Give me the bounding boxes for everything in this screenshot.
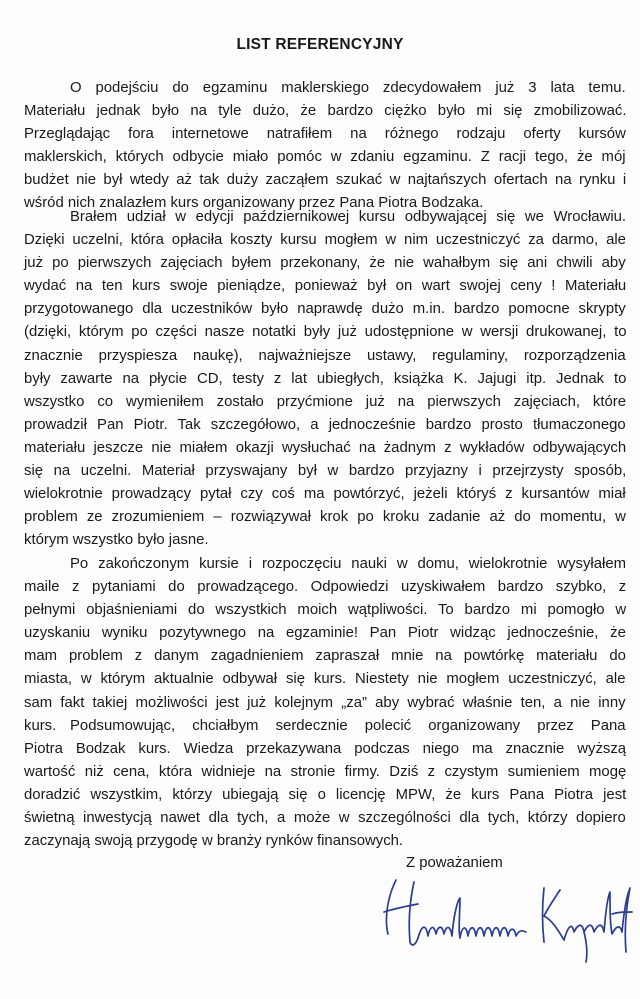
paragraph-line: Po zakończonym kursie i rozpoczęciu nauki w domu, wielokrotnie wysyłałem: [70, 556, 627, 572]
paragraph-line: doradzić wszystkim, którzy ubiegają się o licencję MPW, że kurs Pana Piotra jest: [24, 787, 627, 804]
paragraph-2: [24, 206, 626, 552]
paragraph-line: mam problem z danym zagadnieniem zapraszał mnie na powtórkę materiału do: [24, 648, 626, 665]
paragraph-line: Materiału jednak było na tyle dużo, że bardzo ciężko było mi się zmobilizować.: [24, 103, 627, 120]
paragraph-line: maile z pytaniami do prowadzącego. Odpowiedzi uzyskiwałem bardzo szybko, z: [24, 579, 627, 596]
paragraph-line: Przeglądając fora internetowe natrafiłem na różnego rodzaju oferty kursów: [24, 126, 626, 143]
paragraph-line: miasta, w którym aktualnie odbywał się kurs. Niestety nie mogłem uczestniczyć, ale: [24, 671, 626, 688]
paragraph-line: wszystko co wymieniłem zostało przyćmione już na pierwszych zajęciach, które: [24, 393, 627, 410]
paragraph-line: maklerskich, których odbycie miało pomóc w zdaniu egzaminu. Z racji tego, że mój: [24, 149, 626, 166]
closing-salutation: Z poważaniem: [406, 855, 503, 871]
paragraph-line: Brałem udział w edycji październikowej kursu odbywającej się we Wrocławiu.: [70, 209, 627, 225]
paragraph-line: się na uczelni. Materiał przyswajany był w bardzo przyjazny i przejrzysty sposób,: [24, 463, 627, 480]
paragraph-3: [24, 553, 626, 738]
paragraph-line: przygotowanego dla uczestników było naprawdę dużo m.in. bardzo pomocne skrypty: [24, 301, 626, 318]
paragraph-line: materiału jeszcze nie miałem okazji wysłuchać na żadnym z wykładów odbywających: [24, 439, 627, 456]
paragraph-line: problem ze zrozumieniem – rozwiązywał krok po kroku zadanie aż do momentu, w: [24, 509, 626, 526]
paragraph-line: uzyskaniu wyniku pozytywnego na egzaminie! Pan Piotr widząc jednocześnie, że: [24, 625, 626, 642]
paragraph-line: (dzięki, którym po części nasze notatki były już udostępnione w wersji drukowanej, to: [24, 324, 627, 341]
paragraph-line: znacznie przyspiesza naukę), najważniejsze ustawy, regulaminy, rozporządzenia: [24, 347, 626, 364]
paragraph-line: Dzięki uczelni, która opłaciła koszty kursu mogłem w nim uczestniczyć za darmo, ale: [24, 232, 626, 249]
paragraph-line: prowadził Pan Piotr. Tak szczegółowo, a jednocześnie bardzo prosto tłumaczonego: [24, 416, 626, 433]
paragraph-line: Piotra Bodzak kurs. Wiedza przekazywana podczas niego ma znacznie wyższą: [24, 741, 627, 758]
paragraph-line: już po pierwszych zajęciach byłem przekonany, że nie wahałbym się ani chwili aby: [24, 255, 626, 272]
paragraph-line: świetną inwestycją nawet dla tych, a może w szczególności dla tych, którzy dopiero: [24, 810, 626, 827]
paragraph-line: były zawarte na płycie CD, testy z lat ubiegłych, książka K. Jajugi itp. Jednak to: [24, 370, 627, 387]
paragraph-1: [24, 77, 626, 216]
paragraph-4: [24, 715, 626, 854]
paragraph-line: kurs.: [24, 717, 57, 734]
paragraph-line: którym wszystko było jasne.: [24, 532, 209, 549]
paragraph-line: O podejściu do egzaminu maklerskiego zdecydowałem już 3 lata temu.: [70, 80, 626, 96]
letter-title: LIST REFERENCYJNY: [236, 36, 404, 53]
paragraph-line: wśród nich znalazłem kurs organizowany przez Pana Piotra Bodzaka.: [24, 195, 484, 212]
paragraph-line: wartość niż cena, która widnieje na stronie firmy. Dziś z czystym sumieniem mogę: [24, 764, 627, 781]
paragraph-line: pełnymi objaśnieniami do wszystkich moich wątpliwości. To bardzo mi pomogło w: [24, 602, 627, 619]
paragraph-line: sam fakt takiej możliwości jest już kolejnym „za” aby wybrać właśnie ten, a nie inny: [24, 694, 626, 711]
paragraph-line: Podsumowując, chciałbym serdecznie polecić organizowany przez Pana: [70, 718, 626, 734]
handwritten-signature: [374, 868, 636, 968]
paragraph-line: wielokrotnie prowadzący pytał czy coś ma powtórzyć, jeżeli któryś z kursantów miał: [24, 486, 626, 503]
paragraph-line: budżet nie był wtedy aż tak duży zacząłem szukać w najtańszych ofertach na rynku i: [24, 172, 627, 189]
paragraph-line: wydać na ten kurs swoje pieniądze, ponieważ był on wart swojej ceny ! Materiału: [24, 278, 627, 295]
paragraph-line: zaczynają swoją przygodę w branży rynków finansowych.: [24, 833, 404, 850]
